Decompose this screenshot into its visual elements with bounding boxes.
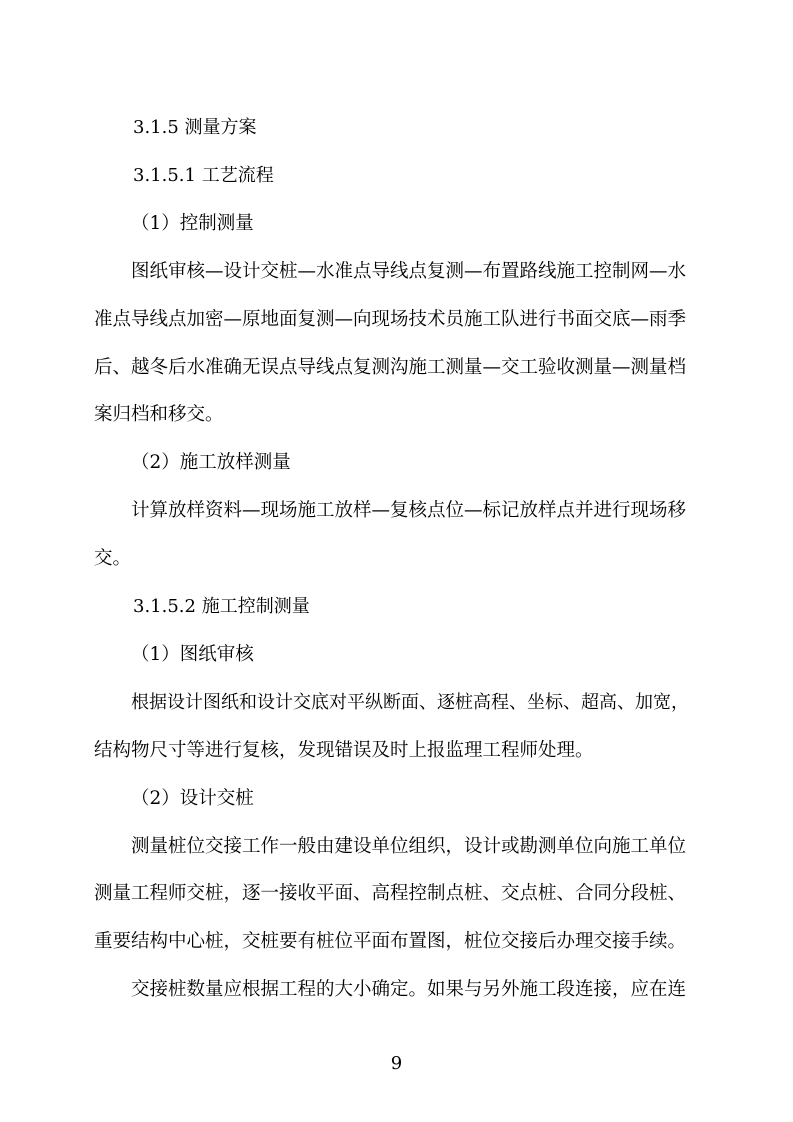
paragraph-line: 计算放样资料—现场施工放样—复核点位—标记放样点并进行现场移	[131, 500, 687, 521]
page-number: 9	[390, 1053, 403, 1074]
section-heading-3-1-5-1: 3.1.5.1 工艺流程	[133, 165, 274, 186]
subheading-drawing-review: （1）图纸审核	[131, 644, 254, 665]
paragraph-line: 准点导线点加密—原地面复测—向现场技术员施工队进行书面交底—雨季	[94, 309, 687, 330]
paragraph-line: 案归档和移交。	[94, 404, 224, 425]
paragraph-line: 交。	[94, 548, 132, 569]
paragraph-line: 图纸审核—设计交桩—水准点导线点复测—布置路线施工控制网—水	[131, 261, 687, 282]
subheading-control-survey: （1）控制测量	[131, 213, 254, 234]
subheading-stake-handover: （2）设计交桩	[131, 788, 254, 809]
paragraph-line: 交接桩数量应根据工程的大小确定。如果与另外施工段连接，应在连	[131, 979, 687, 1000]
paragraph-line: 后、越冬后水准确无误点导线点复测沟施工测量—交工验收测量—测量档	[94, 357, 687, 378]
paragraph-line: 重要结构中心桩，交桩要有桩位平面布置图，桩位交接后办理交接手续。	[94, 931, 687, 952]
paragraph-line: 测量桩位交接工作一般由建设单位组织，设计或勘测单位向施工单位	[131, 836, 687, 857]
subheading-stakeout-survey: （2）施工放样测量	[131, 452, 291, 473]
section-heading-3-1-5: 3.1.5 测量方案	[133, 117, 257, 138]
paragraph-line: 结构物尺寸等进行复核，发现错误及时上报监理工程师处理。	[94, 740, 594, 761]
paragraph-line: 测量工程师交桩，逐一接收平面、高程控制点桩、交点桩、合同分段桩、	[94, 883, 687, 904]
paragraph-line: 根据设计图纸和设计交底对平纵断面、逐桩高程、坐标、超高、加宽，	[131, 692, 689, 713]
section-heading-3-1-5-2: 3.1.5.2 施工控制测量	[133, 596, 310, 617]
